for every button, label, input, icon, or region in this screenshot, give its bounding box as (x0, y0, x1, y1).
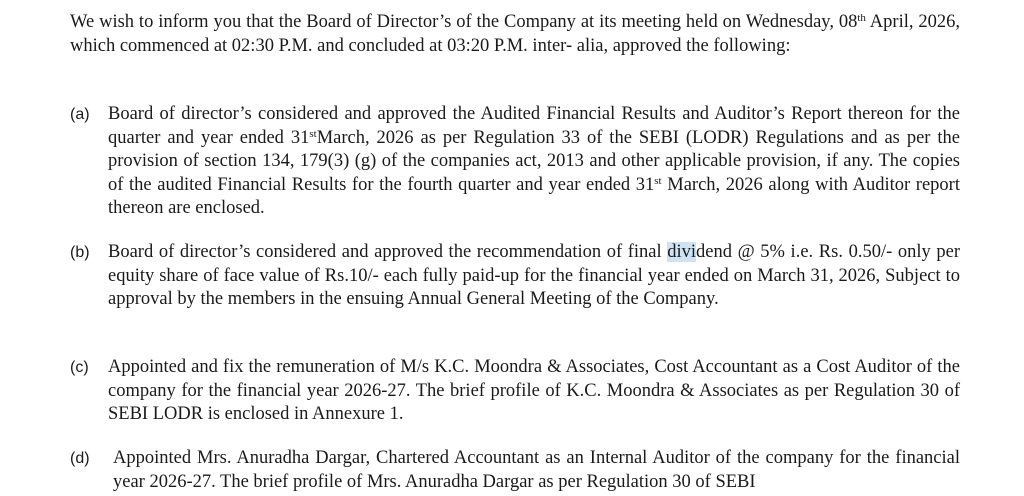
item-label-d: (d) (70, 450, 90, 467)
intro-text-1: We wish to inform you that the Board of Director’s of the Company at its meeting held on Wednesday, 08 (70, 12, 858, 32)
intro-paragraph (70, 11, 960, 58)
item-label-b: (b) (70, 244, 90, 261)
item-a-ordinal-1: st (309, 127, 317, 140)
selected-text-highlight[interactable]: divi (667, 242, 697, 262)
item-body-b (108, 241, 960, 312)
item-body-a (108, 103, 960, 221)
item-a-text-2: March, 2026 as per Regulation 33 of the SEBI (LODR) Regulations and as per the provision of section 134, 179(3) (g) of the companies act, 2013 and other applicable provision, if any. The copies of the audited Financial Results for the fourth quarter and year ended 31 (108, 127, 960, 195)
item-b-text-1: Board of director’s considered and approved the recommendation of final (108, 242, 668, 262)
resolution-item-b (70, 241, 960, 312)
resolution-item-d (70, 447, 960, 494)
item-label-a: (a) (70, 106, 90, 123)
intro-ordinal-suffix: th (857, 12, 866, 24)
item-body-c: Appointed and fix the remuneration of M/s K.C. Moondra & Associates, Cost Accountant as a Cost Auditor of the company for the financial year 2026-27. The brief profile of K.C. Moondra & Associates as per Regulation 30 of SEBI LODR is enclosed in Annexure 1. (108, 357, 960, 424)
item-label-c: (c) (70, 359, 89, 376)
resolution-item-a (70, 103, 960, 221)
item-a-text-3: March, 2026 along with Auditor report thereon are enclosed. (108, 174, 960, 218)
item-body-d: Appointed Mrs. Anuradha Dargar, Chartered Accountant as an Internal Auditor of the company for the financial year 2026-27. The brief profile of Mrs. Anuradha Dargar as per Regulation 30 of SEBI (113, 448, 960, 492)
item-b-text-2: dend @ 5% i.e. Rs. 0.50/- only per equity share of face value of Rs.10/- each fully paid-up for the financial year ended on March 31, 2026, Subject to approval by the members in the ensuing Annual General Meeting of the Company. (108, 242, 960, 309)
item-a-ordinal-2: st (654, 174, 662, 187)
resolution-item-c (70, 356, 960, 427)
intro-text-2: April, 2026, which commenced at 02:30 P.M. and concluded at 03:20 P.M. inter- alia, approved the following: (70, 12, 961, 56)
item-a-text-1: Board of director’s considered and approved the Audited Financial Results and Auditor’s Report thereon for the quarter and year ended 31 (108, 104, 960, 148)
